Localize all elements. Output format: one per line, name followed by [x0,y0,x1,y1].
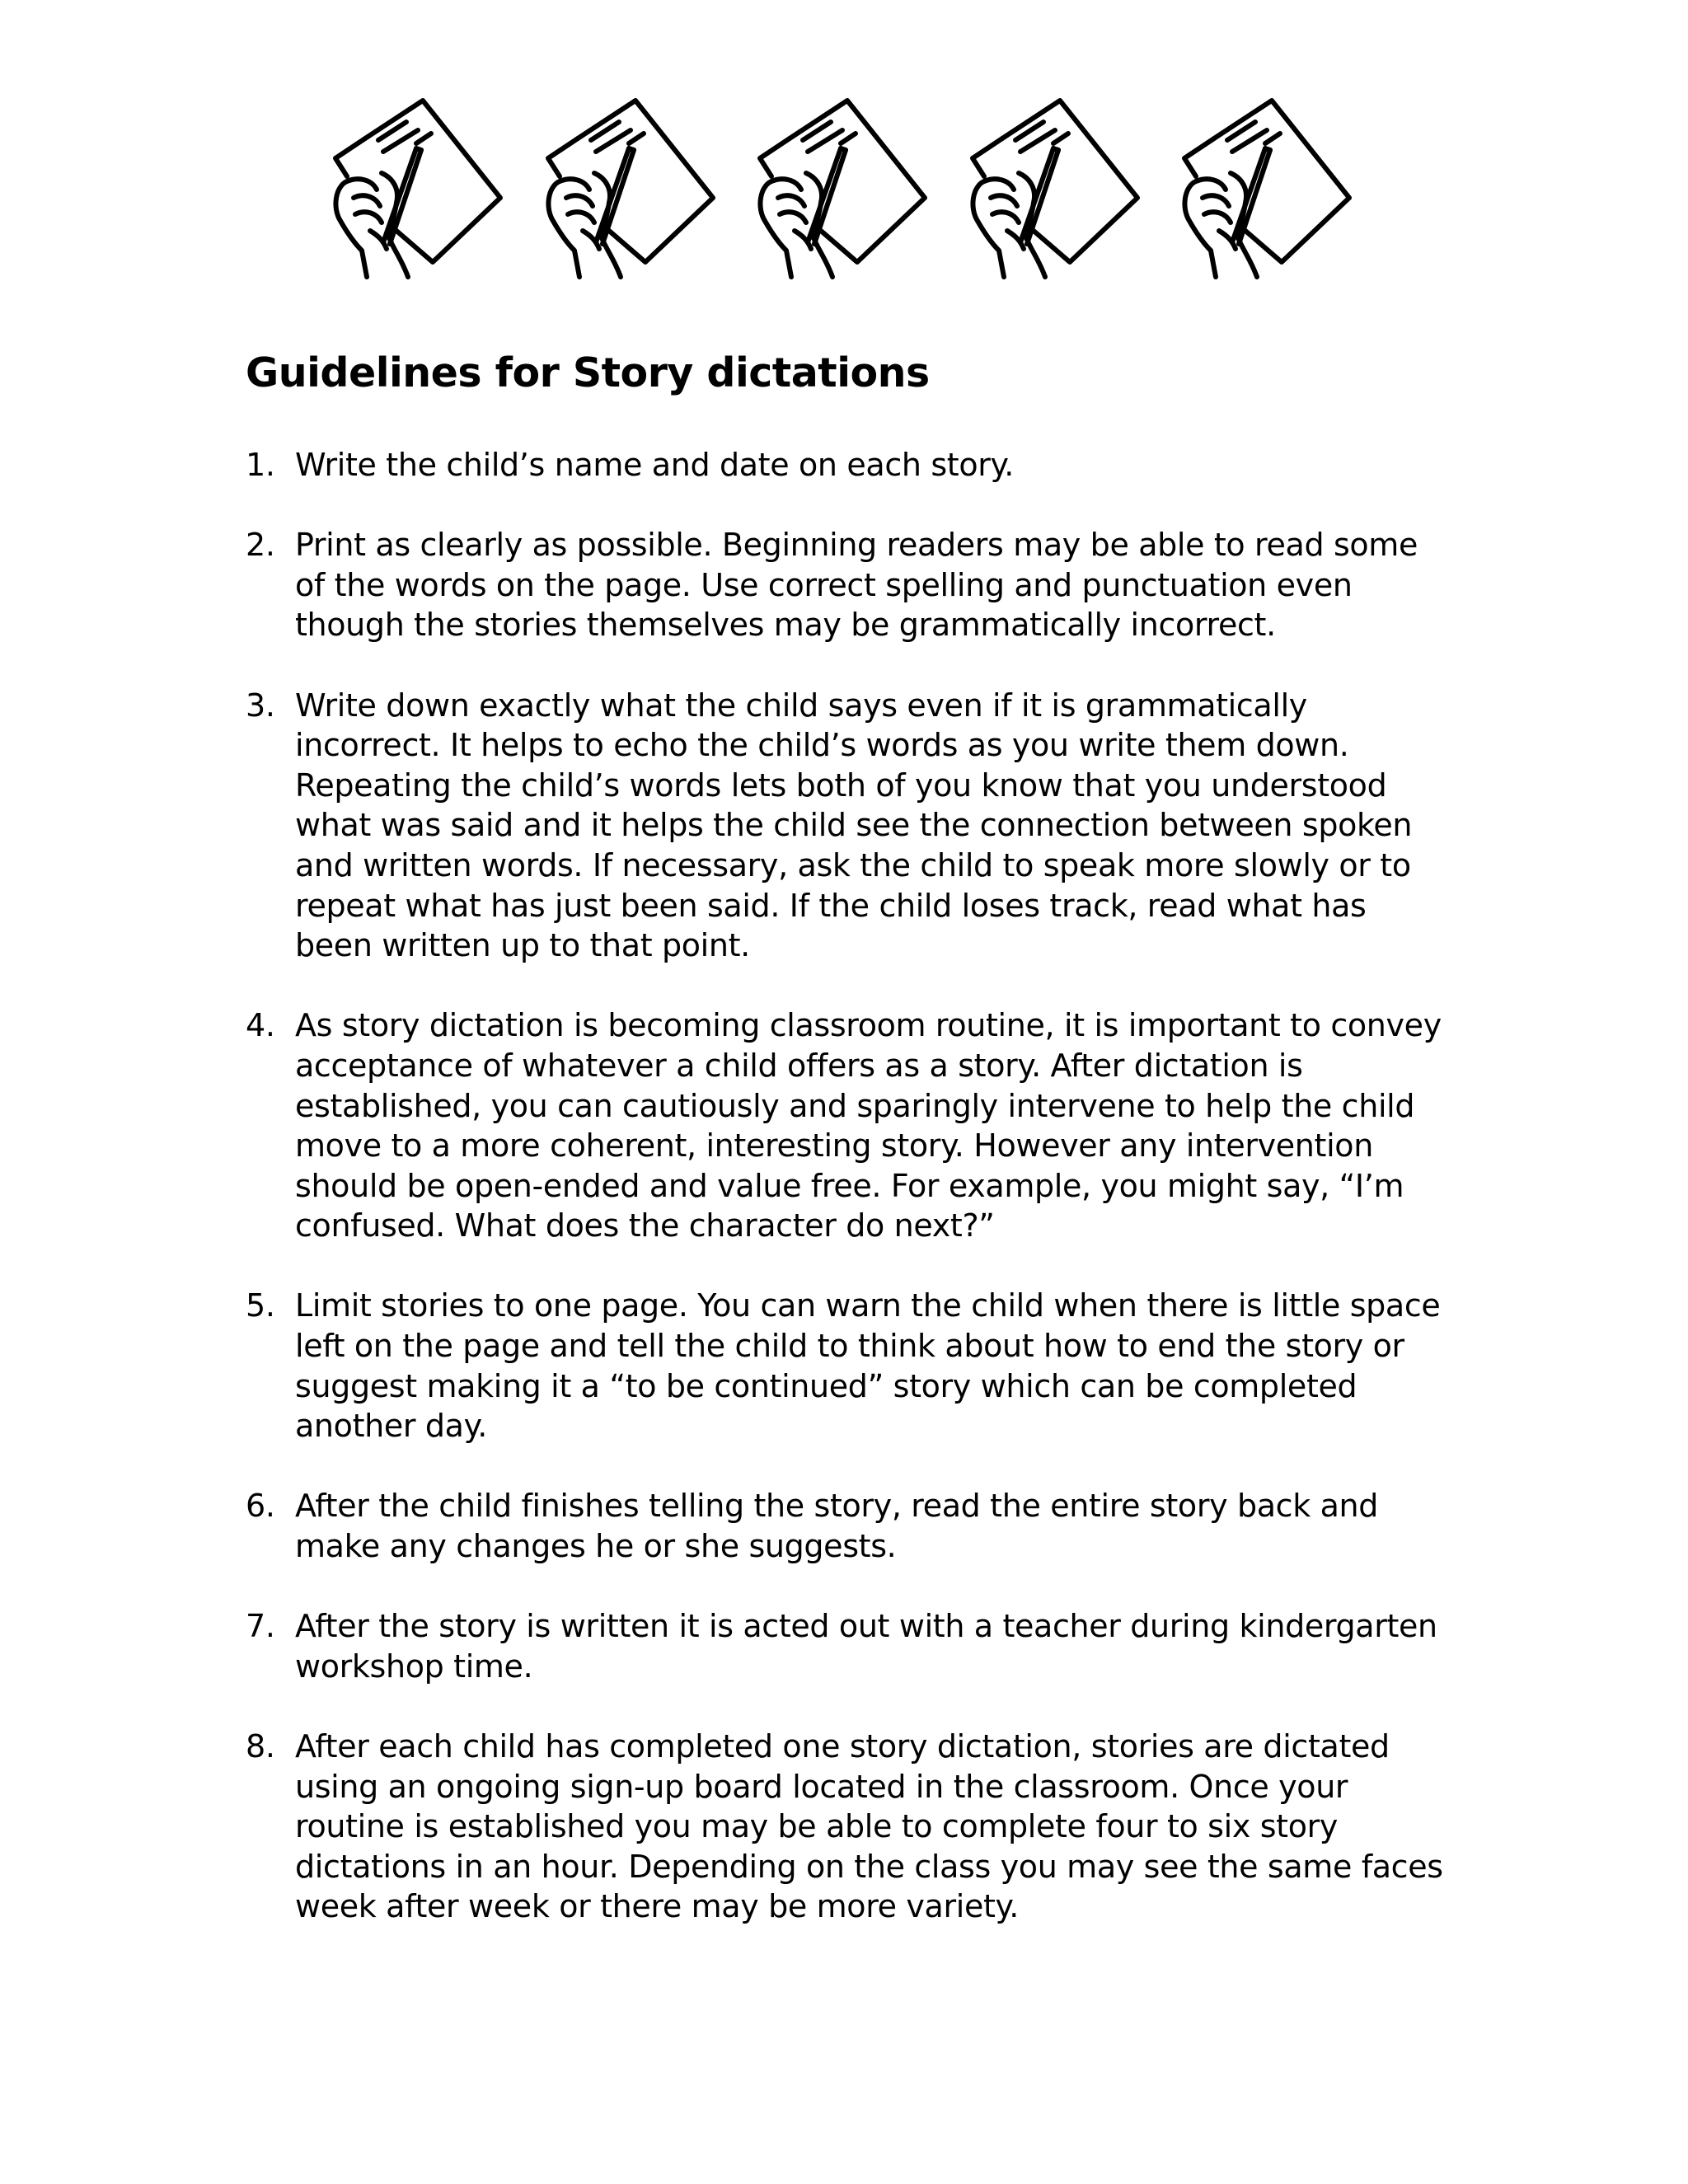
item-number: 1. [246,447,275,483]
hand-writing-on-paper-icon [954,91,1144,280]
item-number: 6. [246,1488,275,1525]
list-item [246,686,1449,966]
list-item [246,1486,1449,1566]
item-number: 8. [246,1728,275,1765]
list-item [246,1727,1449,1927]
item-text: After the story is written it is acted out with a teacher during kindergarten workshop time. [295,1608,1437,1685]
item-text: Print as clearly as possible. Beginning readers may be able to read some of the words on the page. Use correct spelling and punctuation even though the stories themselves may be grammatically incorrect. [295,527,1418,644]
item-text: Limit stories to one page. You can warn the child when there is little space left on the page and tell the child to think about how to end the story or suggest making it a “to be continued” story which can be completed another day. [295,1287,1441,1445]
list-item [246,445,1449,485]
list-item [246,1606,1449,1686]
item-number: 7. [246,1608,275,1645]
item-text: Write the child’s name and date on each story. [295,447,1014,483]
item-text: As story dictation is becoming classroom routine, it is important to convey acceptance of whatever a child offers as a story. After dictation is established, you can cautiously and sparingly intervene to help the child move to a more coherent, interesting story. However any intervention should be open-ended and value free. For example, you might say, “I’m confused. What does the character do next?” [295,1007,1442,1244]
guidelines-list [246,445,1449,1967]
item-number: 2. [246,527,275,564]
item-text: Write down exactly what the child says even if it is grammatically incorrect. It helps to echo the child’s words as you write them down. Repeating the child’s words lets both of you know that you understood what was said and it helps the child see the connection between spoken and written words. If necessary, ask the child to speak more slowly or to repeat what has just been said. If the child loses track, read what has been written up to that point. [295,687,1413,964]
item-number: 4. [246,1007,275,1044]
hand-writing-on-paper-icon [530,91,720,280]
list-item [246,525,1449,645]
page-title: Guidelines for Story dictations [246,349,930,396]
hand-writing-on-paper-icon [317,91,507,280]
item-number: 5. [246,1287,275,1324]
hand-writing-on-paper-icon [1166,91,1356,280]
hand-writing-on-paper-icon [742,91,931,280]
list-item [246,1286,1449,1446]
item-text: After the child finishes telling the story, read the entire story back and make any changes he or she suggests. [295,1488,1379,1565]
list-item [246,1005,1449,1246]
item-number: 3. [246,687,275,724]
clipart-row [317,91,1356,280]
item-text: After each child has completed one story dictation, stories are dictated using an ongoing sign-up board located in the classroom. Once your routine is established you may be able to complete four to six story dictations in an hour. Depending on the class you may see the same faces week after week or there may be more variety. [295,1728,1443,1925]
